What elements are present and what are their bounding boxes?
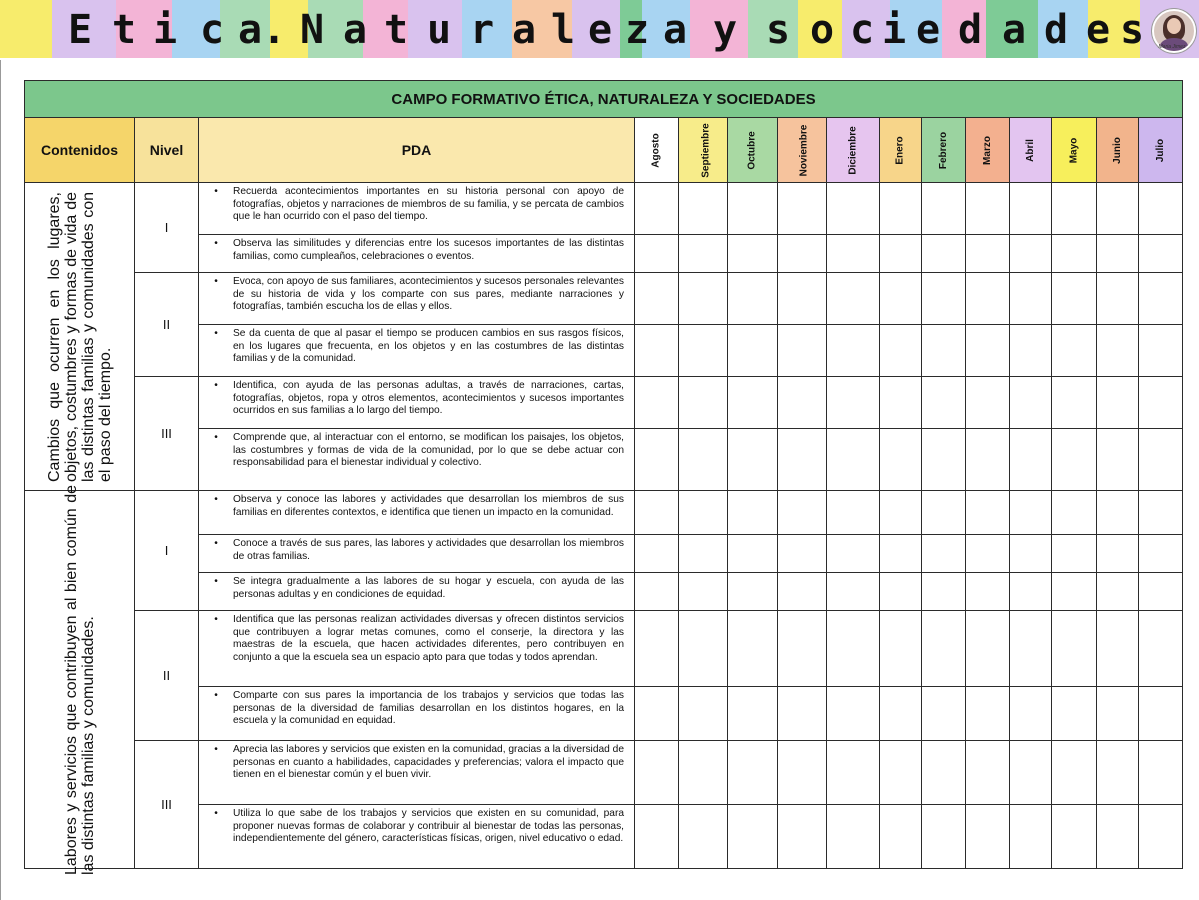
nivel-cell: II	[135, 611, 199, 741]
month-check-cell[interactable]	[1097, 741, 1139, 805]
month-label: Abril	[1025, 138, 1036, 162]
month-check-cell[interactable]	[778, 611, 827, 687]
month-check-cell[interactable]	[1139, 805, 1183, 869]
pda-row	[25, 741, 1183, 805]
month-check-cell[interactable]	[679, 687, 728, 741]
banner-title-letter: d	[1043, 7, 1069, 53]
month-check-cell[interactable]	[1010, 687, 1052, 741]
month-check-cell[interactable]	[778, 377, 827, 429]
banner-title-letter: e	[915, 7, 941, 53]
pda-cell	[199, 325, 635, 377]
month-check-cell[interactable]	[1010, 741, 1052, 805]
bullet-icon: •	[214, 614, 218, 625]
banner-title-letter: E	[67, 7, 93, 53]
month-check-cell[interactable]	[1097, 183, 1139, 235]
bullet-icon: •	[214, 238, 218, 249]
month-check-cell[interactable]	[1139, 183, 1183, 235]
month-check-cell[interactable]	[922, 687, 966, 741]
header-month-octubre	[728, 118, 778, 183]
month-check-cell[interactable]	[922, 325, 966, 377]
month-check-cell[interactable]	[922, 491, 966, 535]
month-check-cell[interactable]	[679, 325, 728, 377]
banner-title-letter: c	[199, 7, 225, 53]
pda-text: Comparte con sus pares la importancia de los trabajos y servicios que todas las personas de la diversidad de familias desarrollan en los distintos hogares, en la escuela y la comunidad en equidad.	[233, 690, 624, 727]
month-check-cell[interactable]	[1052, 535, 1097, 573]
month-check-cell[interactable]	[778, 325, 827, 377]
bullet-icon: •	[214, 328, 218, 339]
month-check-cell[interactable]	[966, 687, 1010, 741]
month-check-cell[interactable]	[922, 183, 966, 235]
bullet-icon: •	[214, 690, 218, 701]
pda-cell	[199, 429, 635, 491]
month-check-cell[interactable]	[1139, 491, 1183, 535]
left-margin-rule	[0, 60, 1, 900]
pda-cell	[199, 235, 635, 273]
banner-title-letter: a	[1001, 7, 1027, 53]
month-check-cell[interactable]	[827, 491, 880, 535]
month-check-cell[interactable]	[1052, 805, 1097, 869]
banner-title-letter: a	[342, 7, 368, 53]
month-check-cell[interactable]	[827, 805, 880, 869]
month-check-cell[interactable]	[880, 235, 922, 273]
month-check-cell[interactable]	[728, 535, 778, 573]
month-check-cell[interactable]	[635, 611, 679, 687]
pda-row	[25, 611, 1183, 687]
month-check-cell[interactable]	[827, 573, 880, 611]
month-check-cell[interactable]	[827, 611, 880, 687]
banner-color-strip	[0, 0, 52, 58]
pda-text: Recuerda acontecimientos importantes en su historia personal con apoyo de fotografías, objetos y narraciones de miembros de su familia, y se percata de cambios que le han ocurrido con el paso del tiempo.	[233, 186, 624, 223]
month-check-cell[interactable]	[827, 377, 880, 429]
month-check-cell[interactable]	[880, 573, 922, 611]
month-check-cell[interactable]	[1097, 805, 1139, 869]
header-month-agosto	[635, 118, 679, 183]
header-nivel: Nivel	[135, 118, 199, 183]
month-check-cell[interactable]	[635, 377, 679, 429]
month-check-cell[interactable]	[1010, 535, 1052, 573]
pda-text: Observa y conoce las labores y actividades que desarrollan los miembros de sus familias en diferentes contextos, e identifica que tienen un impacto en la comunidad.	[233, 494, 624, 518]
month-check-cell[interactable]	[679, 377, 728, 429]
banner-title-letter: c	[849, 7, 875, 53]
banner-title-letter: N	[299, 7, 325, 53]
month-check-cell[interactable]	[1097, 273, 1139, 325]
month-check-cell[interactable]	[1052, 325, 1097, 377]
month-check-cell[interactable]	[1052, 183, 1097, 235]
month-check-cell[interactable]	[966, 325, 1010, 377]
month-check-cell[interactable]	[880, 611, 922, 687]
banner-title-letter: u	[426, 7, 452, 53]
month-check-cell[interactable]	[778, 573, 827, 611]
month-check-cell[interactable]	[966, 535, 1010, 573]
pda-cell	[199, 491, 635, 535]
month-check-cell[interactable]	[827, 687, 880, 741]
header-month-febrero	[922, 118, 966, 183]
month-check-cell[interactable]	[778, 491, 827, 535]
month-check-cell[interactable]	[1010, 183, 1052, 235]
header-month-abril	[1010, 118, 1052, 183]
banner-title-letter: o	[809, 7, 835, 53]
banner-title-letter: i	[152, 7, 178, 53]
month-check-cell[interactable]	[1010, 325, 1052, 377]
month-label: Noviembre	[798, 124, 810, 176]
month-check-cell[interactable]	[1010, 491, 1052, 535]
bullet-icon: •	[214, 538, 218, 549]
pda-cell	[199, 611, 635, 687]
month-check-cell[interactable]	[922, 273, 966, 325]
month-check-cell[interactable]	[966, 805, 1010, 869]
banner-title-letter: t	[111, 7, 137, 53]
month-check-cell[interactable]	[635, 325, 679, 377]
pda-row	[25, 377, 1183, 429]
pda-text: Observa las similitudes y diferencias entre los sucesos importantes de las distintas familias, como cumpleaños, celebraciones o eventos.	[233, 238, 624, 262]
pda-row	[25, 687, 1183, 741]
month-check-cell[interactable]	[827, 535, 880, 573]
month-check-cell[interactable]	[1010, 611, 1052, 687]
month-check-cell[interactable]	[880, 535, 922, 573]
bullet-icon: •	[214, 186, 218, 197]
month-label: Octubre	[747, 130, 758, 170]
pda-text: Se integra gradualmente a las labores de su hogar y escuela, con ayuda de las personas adultas y en condiciones de equidad.	[233, 576, 624, 600]
pda-row	[25, 235, 1183, 273]
header-month-septiembre	[679, 118, 728, 183]
month-check-cell[interactable]	[635, 573, 679, 611]
month-check-cell[interactable]	[880, 183, 922, 235]
contenido-cell	[25, 484, 135, 875]
pda-row	[25, 535, 1183, 573]
banner-title-letter: .	[261, 7, 287, 53]
month-check-cell[interactable]	[1139, 573, 1183, 611]
month-check-cell[interactable]	[679, 573, 728, 611]
month-check-cell[interactable]	[728, 429, 778, 491]
month-check-cell[interactable]	[1097, 535, 1139, 573]
month-check-cell[interactable]	[728, 805, 778, 869]
table-title: CAMPO FORMATIVO ÉTICA, NATURALEZA Y SOCIEDADES	[25, 81, 1183, 118]
pda-row	[25, 325, 1183, 377]
bullet-icon: •	[214, 744, 218, 755]
pda-text: Utiliza lo que sabe de los trabajos y servicios que existen en su comunidad, para proponer nuevas formas de colaborar y contribuir al bienestar de todas las personas, independientemente del género, características físicas, origen, nivel educativo o edad.	[233, 808, 624, 845]
month-check-cell[interactable]	[966, 377, 1010, 429]
banner-title-letter: l	[550, 7, 576, 53]
nivel-cell: II	[135, 273, 199, 377]
month-check-cell[interactable]	[728, 325, 778, 377]
month-label: Agosto	[650, 132, 662, 168]
month-check-cell[interactable]	[728, 183, 778, 235]
pda-cell	[199, 273, 635, 325]
month-check-cell[interactable]	[827, 429, 880, 491]
banner-title-letter: a	[511, 7, 537, 53]
month-check-cell[interactable]	[778, 183, 827, 235]
month-check-cell[interactable]	[922, 611, 966, 687]
month-check-cell[interactable]	[1097, 491, 1139, 535]
header-month-marzo	[966, 118, 1010, 183]
pda-text: Identifica que las personas realizan actividades diversas y ofrecen distintos servicios que contribuyen a lograr metas comunes, como el conserje, la directora y las maestras de la escuela, que hacen actividades diferentes, pero contribuyen en conjunto a que la escuela sea un espacio apto para que todas y todos aprendan.	[233, 614, 624, 663]
month-check-cell[interactable]	[1097, 611, 1139, 687]
month-check-cell[interactable]	[1139, 429, 1183, 491]
month-check-cell[interactable]	[880, 377, 922, 429]
month-check-cell[interactable]	[880, 805, 922, 869]
nivel-cell: I	[135, 183, 199, 273]
month-check-cell[interactable]	[966, 235, 1010, 273]
month-check-cell[interactable]	[728, 273, 778, 325]
month-check-cell[interactable]	[778, 687, 827, 741]
month-check-cell[interactable]	[728, 491, 778, 535]
month-check-cell[interactable]	[635, 429, 679, 491]
month-check-cell[interactable]	[635, 535, 679, 573]
month-check-cell[interactable]	[1010, 377, 1052, 429]
month-check-cell[interactable]	[679, 429, 728, 491]
month-check-cell[interactable]	[880, 429, 922, 491]
pda-cell	[199, 573, 635, 611]
pda-cell	[199, 687, 635, 741]
month-check-cell[interactable]	[1052, 377, 1097, 429]
month-check-cell[interactable]	[778, 429, 827, 491]
month-check-cell[interactable]	[880, 491, 922, 535]
month-check-cell[interactable]	[827, 741, 880, 805]
pda-text: Aprecia las labores y servicios que existen en la comunidad, gracias a la diversidad de personas en cuanto a habilidades, capacidades y preferencias; valora el impacto que tienen en el bienestar común y el buen vivir.	[233, 744, 624, 781]
banner-title-letter: a	[237, 7, 263, 53]
banner-title-letter: y	[712, 7, 738, 53]
month-check-cell[interactable]	[679, 805, 728, 869]
month-check-cell[interactable]	[778, 273, 827, 325]
pda-row	[25, 273, 1183, 325]
header-month-julio	[1139, 118, 1183, 183]
contenido-text: Cambios que ocurren en los lugares, objetos, costumbres y formas de vida de las distintas familias y comunidades con el paso del tiempo.	[45, 191, 114, 482]
bullet-icon: •	[214, 808, 218, 819]
avatar-face	[1167, 18, 1181, 34]
pda-cell	[199, 183, 635, 235]
month-check-cell[interactable]	[827, 273, 880, 325]
month-check-cell[interactable]	[966, 429, 1010, 491]
month-label: Marzo	[982, 135, 993, 165]
month-check-cell[interactable]	[827, 235, 880, 273]
month-check-cell[interactable]	[922, 741, 966, 805]
banner-title-letter: s	[1119, 7, 1145, 53]
month-label: Diciembre	[847, 125, 859, 175]
month-check-cell[interactable]	[880, 273, 922, 325]
banner-title-letter: t	[383, 7, 409, 53]
bullet-icon: •	[214, 432, 218, 443]
bullet-icon: •	[214, 576, 218, 587]
month-check-cell[interactable]	[728, 741, 778, 805]
month-check-cell[interactable]	[966, 573, 1010, 611]
month-check-cell[interactable]	[778, 741, 827, 805]
month-check-cell[interactable]	[1052, 687, 1097, 741]
month-check-cell[interactable]	[1010, 805, 1052, 869]
title-banner	[0, 0, 1199, 60]
month-check-cell[interactable]	[827, 183, 880, 235]
bullet-icon: •	[214, 380, 218, 391]
pda-cell	[199, 805, 635, 869]
month-check-cell[interactable]	[1052, 741, 1097, 805]
pda-row	[25, 429, 1183, 491]
month-check-cell[interactable]	[1097, 429, 1139, 491]
month-check-cell[interactable]	[922, 535, 966, 573]
month-check-cell[interactable]	[635, 491, 679, 535]
month-check-cell[interactable]	[679, 535, 728, 573]
month-label: Septiembre	[700, 122, 712, 178]
month-check-cell[interactable]	[778, 535, 827, 573]
month-check-cell[interactable]	[635, 273, 679, 325]
month-check-cell[interactable]	[778, 805, 827, 869]
nivel-cell: III	[135, 741, 199, 869]
pda-text: Conoce a través de sus pares, las labores y actividades que desarrollan los miembros de otras familias.	[233, 538, 624, 562]
month-check-cell[interactable]	[1052, 491, 1097, 535]
month-check-cell[interactable]	[1097, 325, 1139, 377]
month-check-cell[interactable]	[966, 741, 1010, 805]
month-label: Febrero	[937, 131, 949, 169]
month-check-cell[interactable]	[1052, 573, 1097, 611]
header-pda: PDA	[199, 118, 635, 183]
month-check-cell[interactable]	[880, 741, 922, 805]
banner-title-letter: d	[957, 7, 983, 53]
month-check-cell[interactable]	[1139, 741, 1183, 805]
month-check-cell[interactable]	[635, 235, 679, 273]
month-check-cell[interactable]	[922, 429, 966, 491]
banner-title-letter: a	[662, 7, 688, 53]
month-check-cell[interactable]	[1052, 429, 1097, 491]
month-check-cell[interactable]	[679, 235, 728, 273]
banner-title-letter: s	[765, 7, 791, 53]
header-month-junio	[1097, 118, 1139, 183]
month-check-cell[interactable]	[635, 687, 679, 741]
month-check-cell[interactable]	[922, 805, 966, 869]
pda-text: Evoca, con apoyo de sus familiares, acontecimientos y sucesos personales relevantes de su historia de vida y los comparte con sus pares, mediante narraciones y fotografías, también escucha los de ellas y ellos.	[233, 276, 624, 313]
bullet-icon: •	[214, 276, 218, 287]
month-check-cell[interactable]	[679, 741, 728, 805]
month-check-cell[interactable]	[728, 235, 778, 273]
month-check-cell[interactable]	[635, 183, 679, 235]
banner-title-letter: e	[587, 7, 613, 53]
month-check-cell[interactable]	[1139, 687, 1183, 741]
month-check-cell[interactable]	[1010, 235, 1052, 273]
month-check-cell[interactable]	[1010, 273, 1052, 325]
nivel-cell: III	[135, 377, 199, 491]
pda-cell	[199, 535, 635, 573]
pda-text: Se da cuenta de que al pasar el tiempo se producen cambios en sus rasgos físicos, en los lugares que frecuenta, en los objetos y en las costumbres de las distintas familias y de la comunidad.	[233, 328, 624, 365]
month-check-cell[interactable]	[728, 573, 778, 611]
month-label: Junio	[1111, 136, 1123, 164]
pda-row	[25, 573, 1183, 611]
month-check-cell[interactable]	[1097, 235, 1139, 273]
month-check-cell[interactable]	[1139, 611, 1183, 687]
month-check-cell[interactable]	[679, 273, 728, 325]
pda-row	[25, 491, 1183, 535]
month-check-cell[interactable]	[922, 235, 966, 273]
month-check-cell[interactable]	[1097, 573, 1139, 611]
month-check-cell[interactable]	[1139, 235, 1183, 273]
pda-row	[25, 183, 1183, 235]
header-month-diciembre	[827, 118, 880, 183]
month-check-cell[interactable]	[778, 235, 827, 273]
month-check-cell[interactable]	[1139, 535, 1183, 573]
month-check-cell[interactable]	[635, 741, 679, 805]
month-check-cell[interactable]	[827, 325, 880, 377]
month-check-cell[interactable]	[1052, 273, 1097, 325]
month-check-cell[interactable]	[728, 611, 778, 687]
contenido-cell	[25, 183, 135, 491]
month-check-cell[interactable]	[1139, 377, 1183, 429]
pda-text: Identifica, con ayuda de las personas adultas, a través de narraciones, cartas, fotografías, objetos, ropa y otros elementos, acontecimientos y sucesos importantes ocurridos en sus familias a lo largo del tiempo.	[233, 380, 624, 417]
month-check-cell[interactable]	[1052, 235, 1097, 273]
month-check-cell[interactable]	[728, 377, 778, 429]
month-check-cell[interactable]	[635, 805, 679, 869]
pda-cell	[199, 377, 635, 429]
month-check-cell[interactable]	[1139, 273, 1183, 325]
pda-cell	[199, 741, 635, 805]
header-month-enero	[880, 118, 922, 183]
planning-table	[24, 80, 1183, 875]
banner-title-letter: i	[881, 7, 907, 53]
month-check-cell[interactable]	[922, 377, 966, 429]
pda-row	[25, 805, 1183, 869]
month-check-cell[interactable]	[1010, 429, 1052, 491]
month-label: Mayo	[1068, 137, 1080, 163]
header-month-mayo	[1052, 118, 1097, 183]
bullet-icon: •	[214, 494, 218, 505]
month-check-cell[interactable]	[679, 491, 728, 535]
month-label: Julio	[1155, 138, 1167, 162]
month-check-cell[interactable]	[1010, 573, 1052, 611]
month-check-cell[interactable]	[966, 491, 1010, 535]
month-check-cell[interactable]	[728, 687, 778, 741]
header-month-noviembre	[778, 118, 827, 183]
month-check-cell[interactable]	[1052, 611, 1097, 687]
month-label: Enero	[895, 135, 906, 165]
header-contenidos: Contenidos	[25, 118, 135, 183]
month-check-cell[interactable]	[679, 183, 728, 235]
banner-title-letter: e	[1085, 7, 1111, 53]
month-check-cell[interactable]	[1139, 325, 1183, 377]
banner-title-letter: r	[469, 7, 495, 53]
month-check-cell[interactable]	[880, 687, 922, 741]
month-check-cell[interactable]	[966, 183, 1010, 235]
month-check-cell[interactable]	[1097, 687, 1139, 741]
pda-text: Comprende que, al interactuar con el entorno, se modifican los paisajes, los objetos, las costumbres y formas de vida de la comunidad, por lo que se debe actuar con responsabilidad para el bienestar individual y colectivo.	[233, 432, 624, 469]
nivel-cell: I	[135, 491, 199, 611]
month-check-cell[interactable]	[679, 611, 728, 687]
contenido-text: Labores y servicios que contribuyen al bien común de las distintas familias y comunidades.	[62, 484, 97, 875]
month-check-cell[interactable]	[966, 611, 1010, 687]
month-check-cell[interactable]	[880, 325, 922, 377]
banner-title-letter: z	[624, 7, 650, 53]
month-check-cell[interactable]	[922, 573, 966, 611]
month-check-cell[interactable]	[966, 273, 1010, 325]
month-check-cell[interactable]	[1097, 377, 1139, 429]
avatar-caption: Maria Jimez	[1158, 44, 1186, 50]
